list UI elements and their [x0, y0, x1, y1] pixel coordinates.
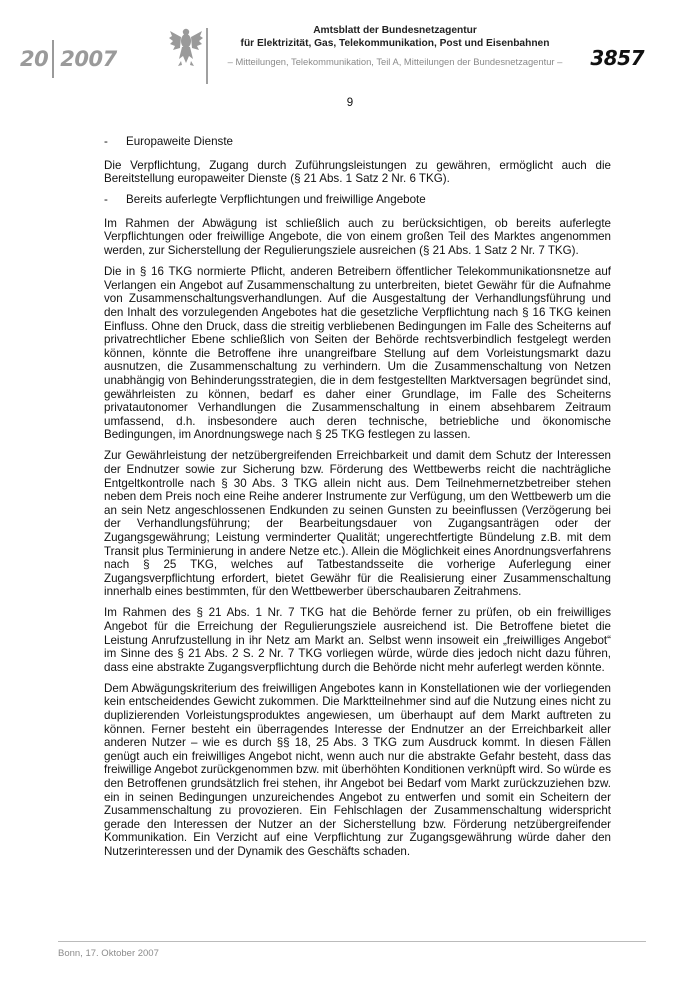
issue-divider	[52, 40, 54, 78]
dash-bullet: -	[104, 193, 108, 207]
dash-list-item	[104, 135, 611, 149]
federal-eagle-icon	[168, 25, 204, 69]
body-paragraph: Dem Abwägungskriterium des freiwilligen Angebotes kann in Konstellationen wie der vorliegenden kein entscheidendes Gewicht zukommen. Die Marktteilnehmer sind auf die Nutzung eines nicht zu duplizierenden Vorleistungsproduktes angewiesen, um überhaupt auf dem Markt auftreten zu können. Ferner besteht ein überragendes Interesse der Endnutzer an der Erreichbarkeit aller anderen Nutzer – wie es durch §§ 18, 25 Abs. 3 TKG zum Ausdruck kommt. In diesen Fällen genügt auch ein freiwilliges Angebot nicht, wenn auch nur die abstrakte Gefahr besteht, dass das freiwillige Angebot zurückgenommen bzw. mit überhöhten Konditionen verknüpft wird. So würde es den Betroffenen grundsätzlich frei stehen, ihr Angebot bei Bedarf vom Markt zurückzuziehen bzw. ein in seinen Bedingungen unzureichendes Angebot zu entwerfen und somit ein Scheitern der Zusammenschaltung zu provozieren. Ein Fehlschlagen der Zusammenschaltung widerspricht gerade den Interessen der Nutzer an der Sicherstellung bzw. Förderung netzübergreifender Kommunikation. Ein Verzicht auf eine Verpflichtung zur Zugangsgewährung würde daher den Nutzerinteressen und der Dynamik des Geschäfts schaden.	[104, 681, 611, 858]
body-paragraph: Im Rahmen der Abwägung ist schließlich auch zu berücksichtigen, ob bereits auferlegte Verpflichtungen oder freiwillige Angebote, die von einem großen Teil des Marktes angenommen werden, zur Sicherstellung der Regulierungsziele ausreichen (§ 21 Abs. 1 Satz 2 Nr. 7 TKG).	[104, 216, 611, 258]
dash-item-text: Europaweite Dienste	[126, 135, 233, 148]
dash-list-item	[104, 193, 611, 207]
publication-title-line2: für Elektrizität, Gas, Telekommunikation, Post und Eisenbahnen	[240, 38, 550, 49]
footer-date: Bonn, 17. Oktober 2007	[58, 948, 159, 959]
body-paragraph: Die in § 16 TKG normierte Pflicht, anderen Betreibern öffentlicher Telekommunikationsnetze auf Verlangen ein Angebot auf Zusammenschaltung zu unterbreiten, bietet Gewähr für die Aufnahme von Zusammenschaltungsverhandlungen. Auf die Ausgestaltung der Verhandlungsführung und den Inhalt des vorzulegenden Angebotes hat die gesetzliche Verpflichtung nach § 16 TKG keinen Einfluss. Ohne den Druck, dass die streitig verbliebenen Bedingungen im Falle des Scheiterns auf privatrechtlicher Ebene schließlich von Seiten der Behörde rechtsverbindlich festgelegt werden können, könnte die Betroffene ihre unangreifbare Stellung auf dem Vorleistungsmarkt dazu ausnutzen, die Zusammenschaltung zu verhindern. Um die Zusammenschaltung von Netzen unabhängig von Behinderungsstrategien, die in dem festgestellten Marktversagen begründet sind, gewährleisten zu können, bedarf es daher einer Grundlage, im Falle des Scheiterns privatautonomer Verhandlungen die Zusammenschaltung in einem absehbarem Zeitraum umfassend, d.h. insbesondere auch deren technische, betriebliche und ökonomische Bedingungen, im Anordnungswege nach § 25 TKG festlegen zu lassen.	[104, 265, 611, 442]
page-number: 3857	[590, 46, 644, 70]
publication-title-line1: Amtsblatt der Bundesnetzagentur	[313, 25, 477, 36]
header-divider	[206, 28, 208, 84]
dash-item-text: Bereits auferlegte Verpflichtungen und freiwillige Angebote	[126, 193, 426, 207]
issue-year-label	[20, 40, 117, 78]
body-paragraph: Zur Gewährleistung der netzübergreifenden Erreichbarkeit und damit dem Schutz der Interessen der Endnutzer sowie zur Sicherung bzw. Förderung des Wettbewerbs reicht die nachträgliche Entgeltkontrolle nach § 30 Abs. 3 TKG allein nicht aus. Dem Teilnehmernetzbetreiber stehen neben dem Preis noch eine Reihe anderer Instrumente zur Verfügung, um den Wettbewerb um die an sein Netz angeschlossenen Endkunden zu seinen Gunsten zu beeinflussen (Verzögerung bei der Verhandlungsführung; der Bearbeitungsdauer von Zugangsanträgen oder der Zugangsgewährung; Leistung verminderter Qualität; ungerechtfertigte Bündelung z.B. mit dem Transit plus Terminierung in andere Netze etc.). Allein die Möglichkeit eines Anordnungsverfahrens nach § 25 TKG, welches auf Tatbestandsseite die vorherige Auferlegung einer Zugangsverpflichtung erfordert, bietet Gewähr für die Realisierung einer Zusammenschaltung innerhalb eines bestimmten, für den Wettbewerber überschaubaren Zeitrahmens.	[104, 449, 611, 599]
section-subtitle: – Mitteilungen, Telekommunikation, Teil A, Mitteilungen der Bundesnetzagentur –	[227, 56, 563, 67]
document-body	[104, 130, 611, 866]
footer-divider	[58, 941, 646, 942]
dash-bullet: -	[104, 135, 108, 148]
inner-page-number: 9	[346, 97, 354, 109]
publication-title	[220, 24, 570, 50]
issue-year: 2007	[60, 47, 117, 71]
body-paragraph: Die Verpflichtung, Zugang durch Zuführungsleistungen zu gewähren, ermöglicht auch die Bereitstellung europaweiter Dienste (§ 21 Abs. 1 Satz 2 Nr. 6 TKG).	[104, 158, 611, 186]
body-paragraph: Im Rahmen des § 21 Abs. 1 Nr. 7 TKG hat die Behörde ferner zu prüfen, ob ein freiwilliges Angebot für die Erreichung der Regulierungsziele ausreichend ist. Die Betroffene bietet die Leistung Anrufzustellung in ihr Netz am Markt an. Selbst wenn insoweit ein „freiwilliges Angebot“ im Sinne des § 21 Abs. 2 S. 2 Nr. 7 TKG vorliegen würde, würde dies jedoch nicht dazu führen, dass eine abstrakte Zugangsverpflichtung durch die Behörde nicht mehr auferlegt werden könnte.	[104, 606, 611, 674]
issue-number: 20	[20, 47, 49, 71]
